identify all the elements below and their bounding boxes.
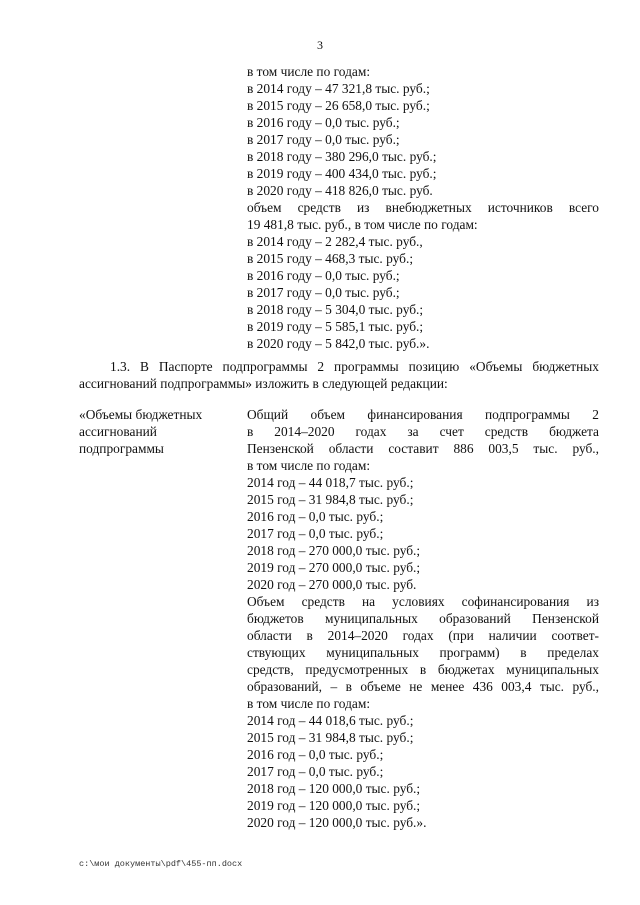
right-line: 2016 год – 0,0 тыс. руб.; <box>247 509 384 524</box>
right-line: Объем средств на условиях софинансирования из <box>247 594 599 609</box>
top-line: в 2014 году – 2 282,4 тыс. руб., <box>247 234 423 249</box>
right-line: бюджетов муниципальных образований Пензенской <box>247 611 599 626</box>
left-line: «Объемы бюджетных <box>79 407 203 422</box>
page-number: 3 <box>317 38 323 52</box>
top-line: в 2020 году – 5 842,0 тыс. руб.». <box>247 336 430 351</box>
right-line: в том числе по годам: <box>247 696 371 711</box>
right-line: 2016 год – 0,0 тыс. руб.; <box>247 747 384 762</box>
top-line: в 2014 году – 47 321,8 тыс. руб.; <box>247 81 430 96</box>
paragraph-line: 1.3. В Паспорте подпрограммы 2 программы позицию «Объемы бюджетных <box>110 359 599 374</box>
right-line: 2018 год – 270 000,0 тыс. руб.; <box>247 543 421 558</box>
right-line: 2017 год – 0,0 тыс. руб.; <box>247 764 384 779</box>
right-line: 2019 год – 120 000,0 тыс. руб.; <box>247 798 421 813</box>
top-line: в 2016 году – 0,0 тыс. руб.; <box>247 115 400 130</box>
right-line: 2018 год – 120 000,0 тыс. руб.; <box>247 781 421 796</box>
top-line: в том числе по годам: <box>247 64 371 79</box>
right-line: 2015 год – 31 984,8 тыс. руб.; <box>247 492 414 507</box>
right-line: 2020 год – 270 000,0 тыс. руб. <box>247 577 417 592</box>
right-line: в том числе по годам: <box>247 458 371 473</box>
top-line: в 2015 году – 26 658,0 тыс. руб.; <box>247 98 430 113</box>
table-left-column <box>79 406 229 457</box>
left-line: ассигнований <box>79 424 157 439</box>
top-line: в 2017 году – 0,0 тыс. руб.; <box>247 285 400 300</box>
top-line: в 2018 году – 380 296,0 тыс. руб.; <box>247 149 437 164</box>
left-line: подпрограммы <box>79 441 164 456</box>
right-line: средств, предусмотренных в бюджетах муниципальных <box>247 662 599 677</box>
right-line: 2017 год – 0,0 тыс. руб.; <box>247 526 384 541</box>
right-line: области в 2014–2020 годах (при наличии соответ- <box>247 628 599 643</box>
right-line: 2015 год – 31 984,8 тыс. руб.; <box>247 730 414 745</box>
right-line: 2014 год – 44 018,7 тыс. руб.; <box>247 475 414 490</box>
top-line: в 2020 году – 418 826,0 тыс. руб. <box>247 183 433 198</box>
file-path-footer: c:\мои документы\pdf\455-пп.docx <box>79 859 243 869</box>
top-line: в 2019 году – 5 585,1 тыс. руб.; <box>247 319 424 334</box>
top-line: в 2015 году – 468,3 тыс. руб.; <box>247 251 414 266</box>
right-line: Общий объем финансирования подпрограммы 2 <box>247 407 599 422</box>
right-line: в 2014–2020 годах за счет средств бюджета <box>247 424 599 439</box>
top-line: в 2016 году – 0,0 тыс. руб.; <box>247 268 400 283</box>
top-line: объем средств из внебюджетных источников всего <box>247 200 599 215</box>
top-line: 19 481,8 тыс. руб., в том числе по годам: <box>247 217 478 232</box>
right-line: образований, – в объеме не менее 436 003,4 тыс. руб., <box>247 679 599 694</box>
top-line: в 2019 году – 400 434,0 тыс. руб.; <box>247 166 437 181</box>
paragraph-line: ассигнований подпрограммы» изложить в следующей редакции: <box>79 376 448 391</box>
right-line: ствующих муниципальных программ) в пределах <box>247 645 599 660</box>
top-line: в 2017 году – 0,0 тыс. руб.; <box>247 132 400 147</box>
right-line: Пензенской области составит 886 003,5 тыс. руб., <box>247 441 599 456</box>
right-line: 2020 год – 120 000,0 тыс. руб.». <box>247 815 427 830</box>
top-line: в 2018 году – 5 304,0 тыс. руб.; <box>247 302 424 317</box>
right-line: 2014 год – 44 018,6 тыс. руб.; <box>247 713 414 728</box>
right-line: 2019 год – 270 000,0 тыс. руб.; <box>247 560 421 575</box>
